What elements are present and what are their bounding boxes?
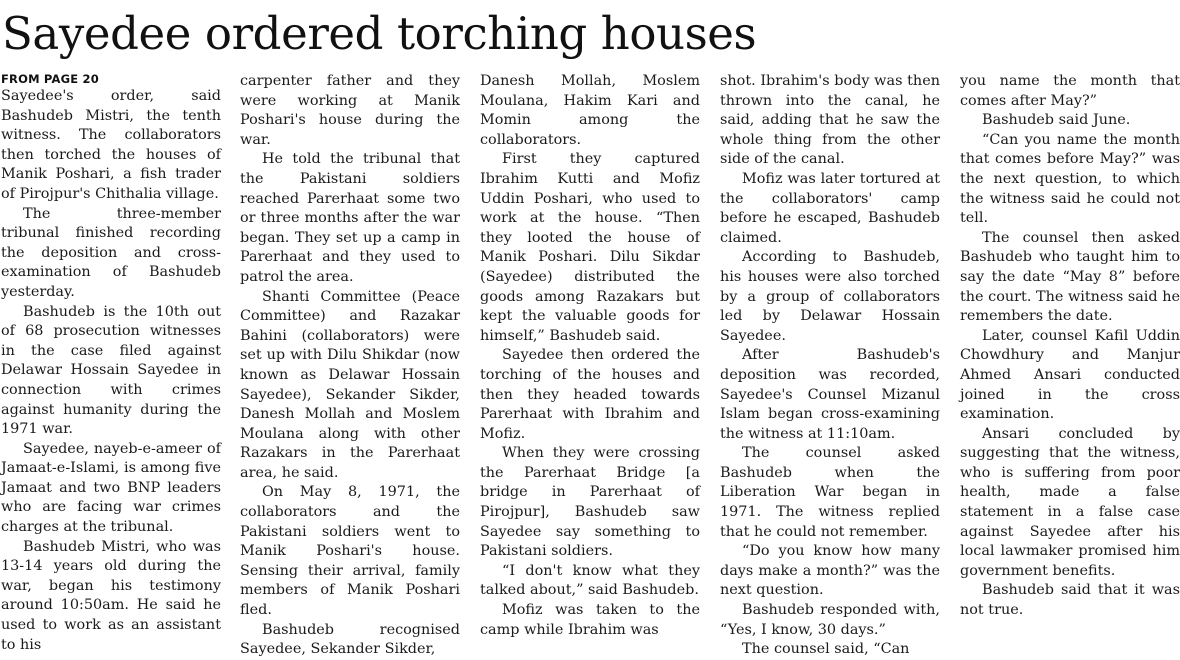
paragraph: “I don't know what they talked about,” said Bashudeb. <box>480 562 700 599</box>
continuation-kicker: FROM PAGE 20 <box>1 72 99 86</box>
paragraph: On May 8, 1971, the collaborators and the Pakistani soldiers went to Manik Poshari's house. Sensing their arrival, family members of Manik Poshari fled. <box>240 484 460 619</box>
paragraph: Bashudeb said that it was not true. <box>960 582 1180 619</box>
paragraph: Ansari concluded by suggesting that the witness, who is suffering from poor health, made a false statement in a false case against Sayedee after his local lawmaker promised him government benefits. <box>960 425 1180 579</box>
column-4 <box>720 72 940 660</box>
paragraph: Bashudeb said June. <box>982 112 1131 129</box>
paragraph: carpenter father and they were working at Manik Poshari's house during the war. <box>240 73 460 148</box>
paragraph: Shanti Committee (Peace Committee) and Razakar Bahini (collaborators) were set up with Dilu Shikdar (now known as Delawar Hossain Sayedee), Sekander Sikder, Danesh Mollah and Moslem Moulana along with other Razakars in the Parerhaat area, he said. <box>240 288 460 481</box>
paragraph: According to Bashudeb, his houses were also torched by a group of collaborators led by Delawar Hossain Sayedee. <box>720 249 940 344</box>
paragraph: The counsel asked Bashudeb when the Liberation War began in 1971. The witness replied that he could not remember. <box>720 445 940 540</box>
paragraph: The counsel then asked Bashudeb who taught him to say the date “May 8” before the court. The witness said he remembers the date. <box>960 229 1180 325</box>
paragraph: Sayedee, nayeb-e-ameer of Jamaat-e-Islami, is among five Jamaat and two BNP leaders who are facing war crimes charges at the tribunal. <box>1 440 221 536</box>
paragraph: Sayedee's order, said Bashudeb Mistri, the tenth witness. The collaborators then torched the houses of Manik Poshari, a fish trader of Pirojpur's Chithalia village. <box>1 88 221 202</box>
paragraph: Bashudeb Mistri, who was 13-14 years old during the war, began his testimony around 10:50am. He said he used to work as an assistant to his <box>1 538 221 653</box>
paragraph: After Bashudeb's deposition was recorded, Sayedee's Counsel Mizanul Islam began cross-examining the witness at 11:10am. <box>720 347 940 442</box>
paragraph: Bashudeb is the 10th out of 68 prosecution witnesses in the case filed against Delawar Hossain Sayedee in connection with crimes against humanity during the 1971 war. <box>1 303 221 438</box>
column-3 <box>480 72 700 640</box>
column-5 <box>960 72 1180 621</box>
paragraph: Danesh Mollah, Moslem Moulana, Hakim Kari and Momin among the collaborators. <box>480 73 700 148</box>
paragraph: He told the tribunal that the Pakistani soldiers reached Parerhaat some two or three months after the war began. They set up a camp in Parerhaat and they used to patrol the area. <box>240 151 460 285</box>
headline: Sayedee ordered torching houses <box>2 7 757 60</box>
paragraph: you name the month that comes after May?” <box>960 73 1180 109</box>
paragraph: Bashudeb responded with, “Yes, I know, 30 days.” <box>720 602 940 638</box>
column-2 <box>240 72 460 660</box>
column-1 <box>1 72 221 655</box>
article-body <box>0 72 1180 658</box>
paragraph: Later, counsel Kafil Uddin Chowdhury and Manjur Ahmed Ansari conducted joined in the cross examination. <box>960 327 1180 423</box>
paragraph: “Do you know how many days make a month?” was the next question. <box>720 543 940 599</box>
paragraph: The three-member tribunal finished recording the deposition and cross-examination of Bashudeb yesterday. <box>1 205 221 300</box>
paragraph: shot. Ibrahim's body was then thrown into the canal, he said, adding that he saw the whole thing from the other side of the canal. <box>720 73 940 168</box>
paragraph: First they captured Ibrahim Kutti and Mofiz Uddin Poshari, who used to work at the house. “Then they looted the house of Manik Poshari. Dilu Sikdar (Sayedee) distributed the goods among Razakars but kept the valuable goods for himself,” Bashudeb said. <box>480 151 700 344</box>
paragraph: Sayedee then ordered the torching of the houses and then they headed towards Parerhaat with Ibrahim and Mofiz. <box>480 347 700 442</box>
paragraph: Mofiz was taken to the camp while Ibrahim was <box>480 602 700 638</box>
paragraph: “Can you name the month that comes before May?” was the next question, to which the witness said he could not tell. <box>960 131 1180 227</box>
paragraph: The counsel said, “Can <box>742 641 910 658</box>
paragraph: Mofiz was later tortured at the collaborators' camp before he escaped, Bashudeb claimed. <box>720 170 940 246</box>
paragraph: Bashudeb recognised Sayedee, Sekander Sikder, <box>240 621 460 658</box>
paragraph: When they were crossing the Parerhaat Bridge [a bridge in Parerhaat of Pirojpur], Bashudeb saw Sayedee say something to Pakistani soldiers. <box>480 445 700 560</box>
